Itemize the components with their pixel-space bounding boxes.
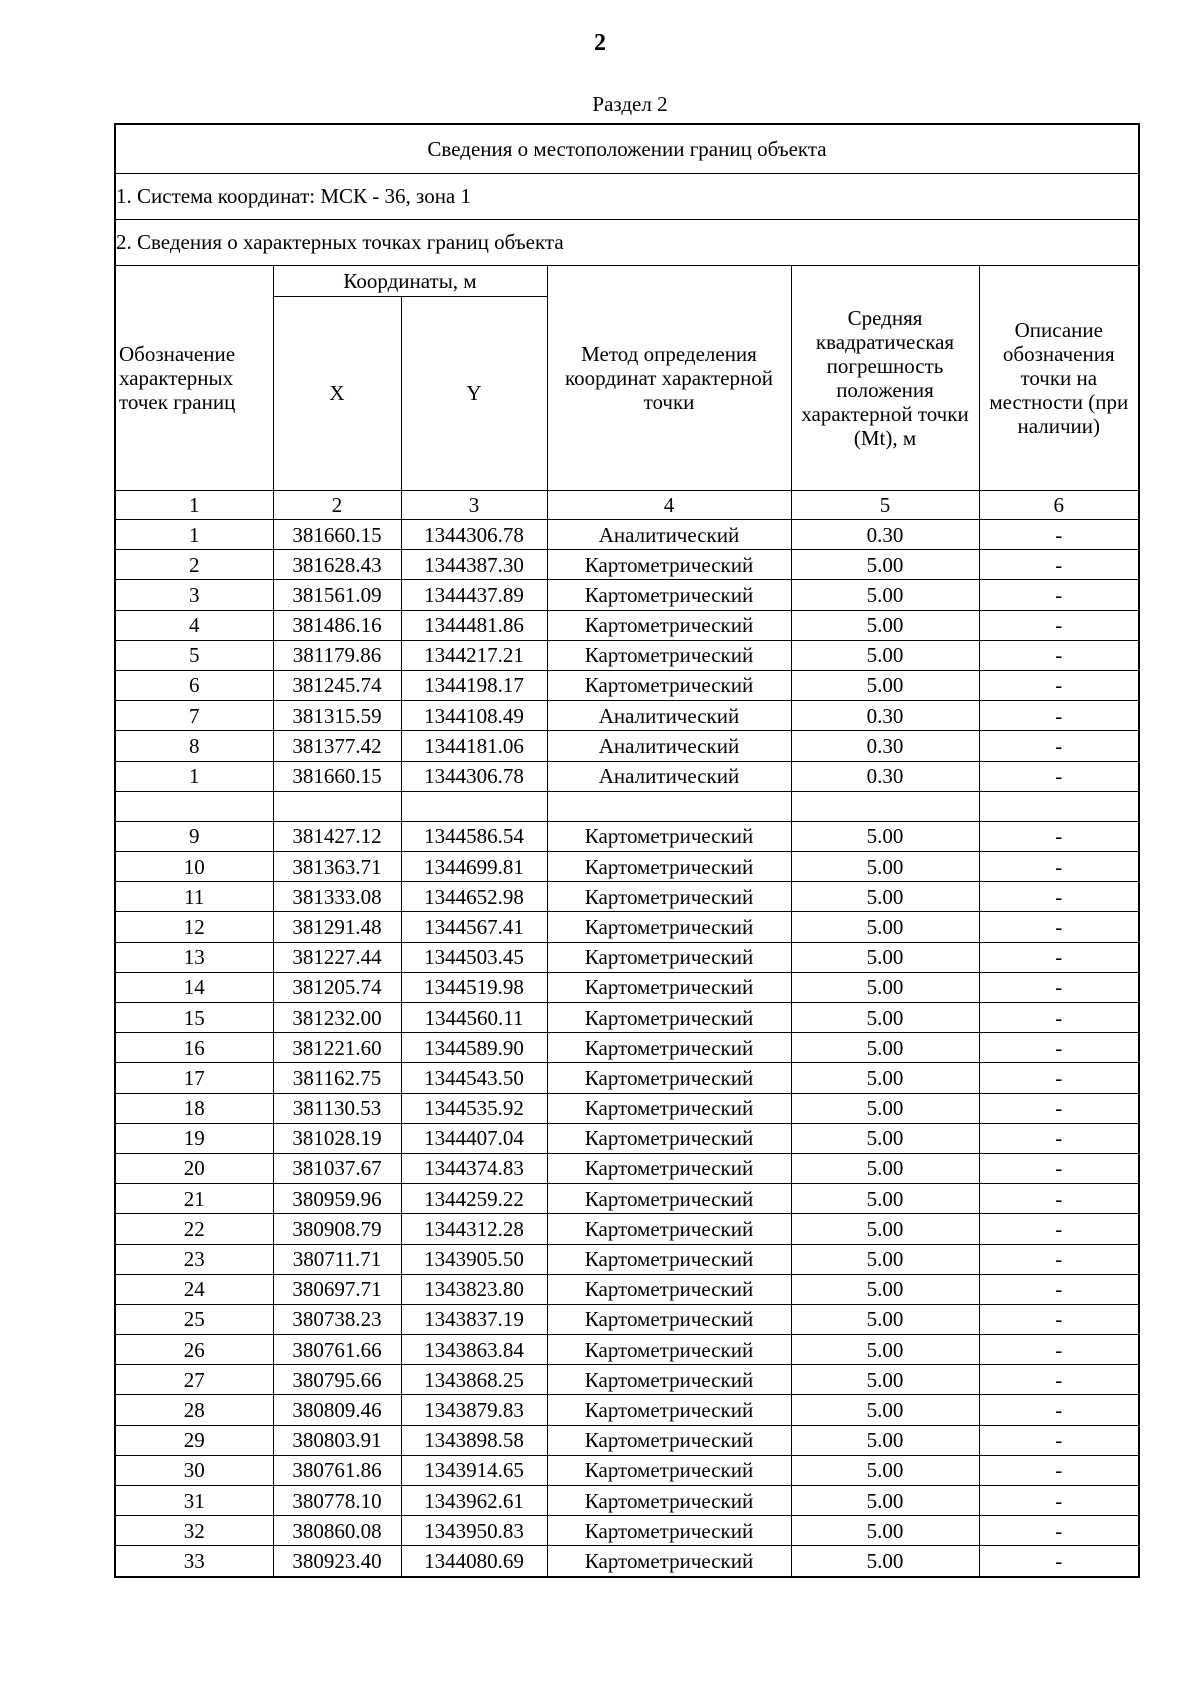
x-cell: 381162.75 [273, 1063, 401, 1093]
description-cell: - [979, 640, 1139, 670]
accuracy-cell: 5.00 [791, 1395, 979, 1425]
point-id-cell [115, 791, 273, 821]
description-cell: - [979, 1003, 1139, 1033]
description-cell: - [979, 1455, 1139, 1485]
table-row [115, 640, 1139, 670]
method-cell: Картометрический [547, 550, 791, 580]
description-cell: - [979, 701, 1139, 731]
method-cell: Картометрический [547, 1335, 791, 1365]
accuracy-cell: 5.00 [791, 1184, 979, 1214]
y-cell: 1343962.61 [401, 1486, 547, 1516]
accuracy-cell: 5.00 [791, 1063, 979, 1093]
method-cell: Картометрический [547, 1425, 791, 1455]
table-row [115, 1546, 1139, 1577]
x-cell: 381315.59 [273, 701, 401, 731]
method-cell: Аналитический [547, 761, 791, 791]
x-cell: 381227.44 [273, 942, 401, 972]
point-id-cell: 22 [115, 1214, 273, 1244]
method-cell: Картометрический [547, 1486, 791, 1516]
point-id-cell: 15 [115, 1003, 273, 1033]
accuracy-cell: 5.00 [791, 610, 979, 640]
x-cell: 380809.46 [273, 1395, 401, 1425]
x-cell: 380761.66 [273, 1335, 401, 1365]
y-cell: 1343898.58 [401, 1425, 547, 1455]
y-cell: 1343863.84 [401, 1335, 547, 1365]
accuracy-cell: 0.30 [791, 701, 979, 731]
description-cell: - [979, 1093, 1139, 1123]
page-number: 2 [594, 30, 606, 56]
table-row [115, 1063, 1139, 1093]
accuracy-cell: 5.00 [791, 852, 979, 882]
y-cell: 1343823.80 [401, 1274, 547, 1304]
x-cell: 381037.67 [273, 1153, 401, 1183]
header-point-designation: Обозначение характерных точек границ [115, 266, 273, 491]
y-cell: 1344198.17 [401, 670, 547, 700]
description-cell: - [979, 1214, 1139, 1244]
table-row [115, 882, 1139, 912]
accuracy-cell: 5.00 [791, 1546, 979, 1577]
y-cell: 1344586.54 [401, 821, 547, 851]
y-cell: 1344503.45 [401, 942, 547, 972]
method-cell: Картометрический [547, 912, 791, 942]
description-cell: - [979, 1365, 1139, 1395]
header-y: Y [401, 297, 547, 491]
method-cell: Картометрический [547, 640, 791, 670]
y-cell: 1343879.83 [401, 1395, 547, 1425]
column-number: 3 [401, 491, 547, 520]
method-cell: Картометрический [547, 580, 791, 610]
accuracy-cell: 5.00 [791, 1214, 979, 1244]
x-cell: 381660.15 [273, 761, 401, 791]
y-cell: 1344306.78 [401, 761, 547, 791]
y-cell: 1344306.78 [401, 520, 547, 550]
y-cell: 1343868.25 [401, 1365, 547, 1395]
y-cell: 1344108.49 [401, 701, 547, 731]
point-id-cell: 20 [115, 1153, 273, 1183]
x-cell: 380803.91 [273, 1425, 401, 1455]
accuracy-cell: 0.30 [791, 520, 979, 550]
x-cell: 381221.60 [273, 1033, 401, 1063]
y-cell: 1344560.11 [401, 1003, 547, 1033]
accuracy-cell: 5.00 [791, 1123, 979, 1153]
y-cell: 1344217.21 [401, 640, 547, 670]
table-row [115, 1003, 1139, 1033]
accuracy-cell: 5.00 [791, 1304, 979, 1334]
table-row [115, 580, 1139, 610]
description-cell: - [979, 1274, 1139, 1304]
y-cell: 1344387.30 [401, 550, 547, 580]
point-id-cell: 10 [115, 852, 273, 882]
point-id-cell: 7 [115, 701, 273, 731]
description-cell: - [979, 912, 1139, 942]
accuracy-cell: 5.00 [791, 1335, 979, 1365]
x-cell: 380860.08 [273, 1516, 401, 1546]
method-cell: Аналитический [547, 701, 791, 731]
table-row [115, 1214, 1139, 1244]
y-cell: 1344080.69 [401, 1546, 547, 1577]
x-cell: 380795.66 [273, 1365, 401, 1395]
method-cell: Картометрический [547, 1063, 791, 1093]
point-id-cell: 5 [115, 640, 273, 670]
method-cell: Картометрический [547, 1365, 791, 1395]
table-row [115, 821, 1139, 851]
description-cell: - [979, 1304, 1139, 1334]
description-cell: - [979, 1425, 1139, 1455]
x-cell [273, 791, 401, 821]
method-cell: Картометрический [547, 1395, 791, 1425]
accuracy-cell: 5.00 [791, 972, 979, 1002]
description-cell: - [979, 1395, 1139, 1425]
y-cell: 1344437.89 [401, 580, 547, 610]
y-cell: 1344259.22 [401, 1184, 547, 1214]
point-id-cell: 30 [115, 1455, 273, 1485]
x-cell: 381561.09 [273, 580, 401, 610]
method-cell: Картометрический [547, 942, 791, 972]
accuracy-cell: 5.00 [791, 1244, 979, 1274]
method-cell: Картометрический [547, 1214, 791, 1244]
description-cell: - [979, 731, 1139, 761]
column-number: 5 [791, 491, 979, 520]
description-cell [979, 791, 1139, 821]
x-cell: 380778.10 [273, 1486, 401, 1516]
description-cell: - [979, 882, 1139, 912]
point-id-cell: 31 [115, 1486, 273, 1516]
description-cell: - [979, 821, 1139, 851]
column-number: 6 [979, 491, 1139, 520]
description-cell: - [979, 1033, 1139, 1063]
description-cell: - [979, 761, 1139, 791]
table-row [115, 1486, 1139, 1516]
method-cell: Картометрический [547, 1244, 791, 1274]
table-row [115, 852, 1139, 882]
point-id-cell: 11 [115, 882, 273, 912]
points-heading: 2. Сведения о характерных точках границ объекта [115, 220, 1139, 266]
description-cell: - [979, 972, 1139, 1002]
accuracy-cell: 5.00 [791, 912, 979, 942]
description-cell: - [979, 580, 1139, 610]
accuracy-cell: 5.00 [791, 1425, 979, 1455]
x-cell: 381179.86 [273, 640, 401, 670]
description-cell: - [979, 1486, 1139, 1516]
x-cell: 380738.23 [273, 1304, 401, 1334]
y-cell: 1343837.19 [401, 1304, 547, 1334]
description-cell: - [979, 1516, 1139, 1546]
method-cell: Картометрический [547, 1033, 791, 1063]
method-cell: Картометрический [547, 972, 791, 1002]
y-cell: 1344312.28 [401, 1214, 547, 1244]
x-cell: 381628.43 [273, 550, 401, 580]
point-id-cell: 18 [115, 1093, 273, 1123]
x-cell: 381028.19 [273, 1123, 401, 1153]
point-id-cell: 13 [115, 942, 273, 972]
method-cell: Картометрический [547, 1274, 791, 1304]
method-cell [547, 791, 791, 821]
column-numbers-row [115, 491, 1139, 520]
table-row [115, 972, 1139, 1002]
accuracy-cell: 5.00 [791, 550, 979, 580]
y-cell: 1343950.83 [401, 1516, 547, 1546]
point-id-cell: 8 [115, 731, 273, 761]
table-row [115, 942, 1139, 972]
method-cell: Картометрический [547, 821, 791, 851]
y-cell [401, 791, 547, 821]
point-id-cell: 3 [115, 580, 273, 610]
table-row [115, 610, 1139, 640]
table-row [115, 1153, 1139, 1183]
table-row [115, 1335, 1139, 1365]
accuracy-cell: 5.00 [791, 1455, 979, 1485]
method-cell: Аналитический [547, 731, 791, 761]
accuracy-cell: 5.00 [791, 580, 979, 610]
method-cell: Картометрический [547, 1304, 791, 1334]
method-cell: Аналитический [547, 520, 791, 550]
accuracy-cell: 5.00 [791, 640, 979, 670]
table-row [115, 1033, 1139, 1063]
y-cell: 1344407.04 [401, 1123, 547, 1153]
table-row [115, 670, 1139, 700]
method-cell: Картометрический [547, 1455, 791, 1485]
table-row [115, 1244, 1139, 1274]
point-id-cell: 28 [115, 1395, 273, 1425]
description-cell: - [979, 1063, 1139, 1093]
method-cell: Картометрический [547, 1153, 791, 1183]
point-id-cell: 6 [115, 670, 273, 700]
method-cell: Картометрический [547, 882, 791, 912]
point-id-cell: 17 [115, 1063, 273, 1093]
method-cell: Картометрический [547, 1093, 791, 1123]
accuracy-cell: 5.00 [791, 882, 979, 912]
accuracy-cell: 5.00 [791, 1365, 979, 1395]
method-cell: Картометрический [547, 1123, 791, 1153]
x-cell: 380908.79 [273, 1214, 401, 1244]
y-cell: 1344374.83 [401, 1153, 547, 1183]
description-cell: - [979, 1546, 1139, 1577]
x-cell: 381130.53 [273, 1093, 401, 1123]
accuracy-cell: 0.30 [791, 761, 979, 791]
point-id-cell: 2 [115, 550, 273, 580]
point-id-cell: 33 [115, 1546, 273, 1577]
table-title: Сведения о местоположении границ объекта [115, 124, 1139, 174]
y-cell: 1344535.92 [401, 1093, 547, 1123]
x-cell: 381205.74 [273, 972, 401, 1002]
point-id-cell: 29 [115, 1425, 273, 1455]
accuracy-cell: 5.00 [791, 942, 979, 972]
column-number: 1 [115, 491, 273, 520]
point-id-cell: 25 [115, 1304, 273, 1334]
x-cell: 381232.00 [273, 1003, 401, 1033]
header-method: Метод определения координат характерной точки [547, 266, 791, 491]
table-row [115, 1455, 1139, 1485]
description-cell: - [979, 1335, 1139, 1365]
accuracy-cell: 0.30 [791, 731, 979, 761]
x-cell: 381333.08 [273, 882, 401, 912]
point-id-cell: 1 [115, 761, 273, 791]
column-number: 2 [273, 491, 401, 520]
header-x: X [273, 297, 401, 491]
point-id-cell: 26 [115, 1335, 273, 1365]
table-row [115, 1093, 1139, 1123]
method-cell: Картометрический [547, 610, 791, 640]
point-id-cell: 32 [115, 1516, 273, 1546]
table-row [115, 791, 1139, 821]
table-row [115, 1395, 1139, 1425]
table-row [115, 1425, 1139, 1455]
x-cell: 381245.74 [273, 670, 401, 700]
table-row [115, 1304, 1139, 1334]
x-cell: 380711.71 [273, 1244, 401, 1274]
y-cell: 1344181.06 [401, 731, 547, 761]
description-cell: - [979, 610, 1139, 640]
table-row [115, 520, 1139, 550]
method-cell: Картометрический [547, 852, 791, 882]
accuracy-cell [791, 791, 979, 821]
description-cell: - [979, 942, 1139, 972]
table-row [115, 912, 1139, 942]
accuracy-cell: 5.00 [791, 1516, 979, 1546]
table-row [115, 1274, 1139, 1304]
x-cell: 381291.48 [273, 912, 401, 942]
method-cell: Картометрический [547, 1003, 791, 1033]
y-cell: 1344652.98 [401, 882, 547, 912]
point-id-cell: 23 [115, 1244, 273, 1274]
y-cell: 1344481.86 [401, 610, 547, 640]
description-cell: - [979, 1184, 1139, 1214]
column-number: 4 [547, 491, 791, 520]
point-id-cell: 14 [115, 972, 273, 1002]
header-coordinates: Координаты, м [273, 266, 547, 297]
method-cell: Картометрический [547, 1516, 791, 1546]
x-cell: 381363.71 [273, 852, 401, 882]
x-cell: 380761.86 [273, 1455, 401, 1485]
method-cell: Картометрический [547, 1184, 791, 1214]
x-cell: 380697.71 [273, 1274, 401, 1304]
accuracy-cell: 5.00 [791, 1033, 979, 1063]
point-id-cell: 21 [115, 1184, 273, 1214]
x-cell: 381377.42 [273, 731, 401, 761]
table-row [115, 701, 1139, 731]
y-cell: 1344699.81 [401, 852, 547, 882]
y-cell: 1343914.65 [401, 1455, 547, 1485]
description-cell: - [979, 670, 1139, 700]
x-cell: 381427.12 [273, 821, 401, 851]
accuracy-cell: 5.00 [791, 670, 979, 700]
boundary-points-table [114, 123, 1140, 1578]
method-cell: Картометрический [547, 670, 791, 700]
y-cell: 1343905.50 [401, 1244, 547, 1274]
x-cell: 380923.40 [273, 1546, 401, 1577]
point-id-cell: 19 [115, 1123, 273, 1153]
y-cell: 1344589.90 [401, 1033, 547, 1063]
table-row [115, 1516, 1139, 1546]
x-cell: 381660.15 [273, 520, 401, 550]
section-label: Раздел 2 [592, 92, 668, 116]
accuracy-cell: 5.00 [791, 1003, 979, 1033]
point-id-cell: 9 [115, 821, 273, 851]
method-cell: Картометрический [547, 1546, 791, 1577]
table-row [115, 761, 1139, 791]
description-cell: - [979, 1123, 1139, 1153]
point-id-cell: 1 [115, 520, 273, 550]
description-cell: - [979, 1244, 1139, 1274]
point-id-cell: 12 [115, 912, 273, 942]
point-id-cell: 4 [115, 610, 273, 640]
y-cell: 1344519.98 [401, 972, 547, 1002]
x-cell: 380959.96 [273, 1184, 401, 1214]
x-cell: 381486.16 [273, 610, 401, 640]
header-accuracy: Средняя квадратическая погрешность положения характерной точки (Mt), м [791, 266, 979, 491]
accuracy-cell: 5.00 [791, 1486, 979, 1516]
y-cell: 1344567.41 [401, 912, 547, 942]
accuracy-cell: 5.00 [791, 1153, 979, 1183]
description-cell: - [979, 1153, 1139, 1183]
table-row [115, 1184, 1139, 1214]
coord-system-line: 1. Система координат: МСК - 36, зона 1 [115, 174, 1139, 220]
header-description: Описание обозначения точки на местности (при наличии) [979, 266, 1139, 491]
accuracy-cell: 5.00 [791, 1274, 979, 1304]
table-row [115, 1123, 1139, 1153]
description-cell: - [979, 520, 1139, 550]
description-cell: - [979, 852, 1139, 882]
y-cell: 1344543.50 [401, 1063, 547, 1093]
point-id-cell: 27 [115, 1365, 273, 1395]
accuracy-cell: 5.00 [791, 821, 979, 851]
accuracy-cell: 5.00 [791, 1093, 979, 1123]
point-id-cell: 24 [115, 1274, 273, 1304]
table-row [115, 731, 1139, 761]
table-row [115, 550, 1139, 580]
point-id-cell: 16 [115, 1033, 273, 1063]
table-row [115, 1365, 1139, 1395]
description-cell: - [979, 550, 1139, 580]
